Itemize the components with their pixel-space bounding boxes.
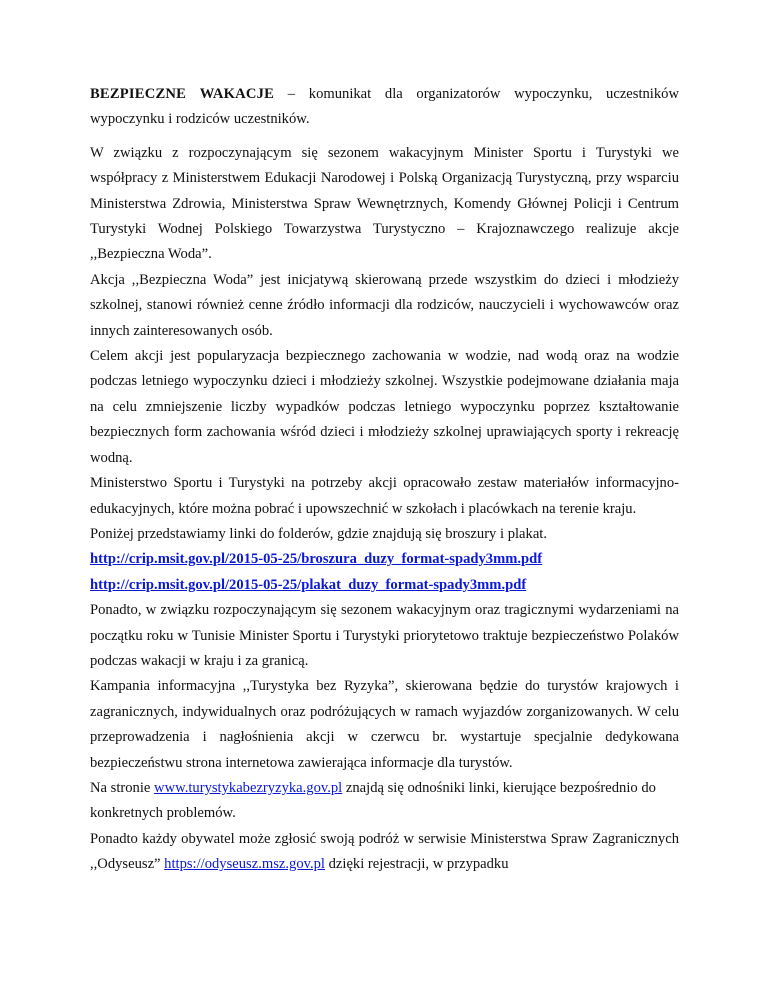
odyseusz-link[interactable]: https://odyseusz.msz.gov.pl bbox=[164, 856, 325, 873]
link-line-brochure bbox=[90, 547, 679, 572]
poster-link[interactable]: http://crip.msit.gov.pl/2015-05-25/plakat_duzy_format-spady3mm.pdf bbox=[90, 576, 527, 593]
paragraph-campaign-intro: W związku z rozpoczynającym się sezonem wakacyjnym Minister Sportu i Turystyki we współpracy z Ministerstwem Edukacji Narodowej i Polską Organizacją Turystyczną, przy wsparciu Ministerstwa Zdrowia, Ministerstwa Spraw Wewnętrznych, Komendy Głównej Policji i Centrum Turystyki Wodnej Polskiego Towarzystwa Turystyczno – Krajoznawczego realizuje akcje ,,Bezpieczna Woda”. bbox=[90, 144, 679, 263]
paragraph-tunisia: Ponadto, w związku rozpoczynającym się sezonem wakacyjnym oraz tragicznymi wydarzeniami na początku roku w Tunisie Minister Sportu i Turystyki priorytetowo traktuje bezpieczeństwo Polaków podczas wakacji w kraju i za granicą. bbox=[90, 602, 679, 669]
paragraph-links-intro: Poniżej przedstawiamy linki do folderów, gdzie znajdują się broszury i plakat. bbox=[90, 525, 548, 542]
paragraph-initiative: Akcja ,,Bezpieczna Woda” jest inicjatywą skierowaną przede wszystkim do dzieci i młodzieży szkolnej, stanowi również cenne źródło informacji dla rodziców, nauczycieli i wychowawców oraz innych zainteresowanych osób. bbox=[90, 271, 679, 339]
website-text-before: Na stronie bbox=[90, 779, 155, 796]
odyseusz-text-before: Ponadto każdy obywatel może zgłosić swoją podróż w serwisie Ministerstwa Spraw Zagranicznych ,,Odyseusz” bbox=[90, 830, 679, 873]
intro-paragraph bbox=[90, 82, 679, 133]
intro-text: – komunikat dla organizatorów wypoczynku, uczestników wypoczynku i rodziców uczestników. bbox=[90, 86, 679, 128]
turystyka-website-link[interactable]: www.turystykabezryzyka.gov.pl bbox=[154, 779, 343, 796]
paragraph-materials: Ministerstwo Sportu i Turystyki na potrzeby akcji opracowało zestaw materiałów informacyjno-edukacyjnych, które można pobrać i upowszechnić w szkołach i placówkach na terenie kraju. bbox=[90, 475, 679, 517]
paragraph-odyseusz bbox=[90, 827, 679, 878]
document-heading: BEZPIECZNE WAKACJE bbox=[90, 86, 275, 102]
odyseusz-text-after: dzięki rejestracji, w przypadku bbox=[324, 856, 509, 873]
link-line-poster bbox=[90, 573, 679, 598]
paragraph-goal: Celem akcji jest popularyzacja bezpiecznego zachowania w wodzie, nad wodą oraz na wodzie podczas letniego wypoczynku dzieci i młodzieży szkolnej. Wszystkie podejmowane działania maja na celu zmniejszenie liczby wypadków podczas letniego wypoczynku poprzez kształtowanie bezpiecznych form zachowania wśród dzieci i młodzieży szkolnej uprawiających sporty i rekreację wodną. bbox=[90, 348, 679, 466]
website-text-after: znajdą się odnośniki linki, kierujące bezpośrednio do konkretnych problemów. bbox=[90, 779, 656, 822]
document-page bbox=[90, 82, 679, 878]
brochure-link[interactable]: http://crip.msit.gov.pl/2015-05-25/broszura_duzy_format-spady3mm.pdf bbox=[90, 551, 543, 568]
paragraph-website bbox=[90, 776, 679, 827]
paragraph-campaign-turystyka: Kampania informacyjna ,,Turystyka bez Ryzyka”, skierowana będzie do turystów krajowych i zagranicznych, indywidualnych oraz podróżujących w ramach wyjazdów zorganizowanych. W celu przeprowadzenia i nagłośnienia akcji w czerwcu br. wystartuje specjalnie dedykowana bezpieczeństwu strona internetowa zawierająca informacje dla turystów. bbox=[90, 678, 679, 771]
